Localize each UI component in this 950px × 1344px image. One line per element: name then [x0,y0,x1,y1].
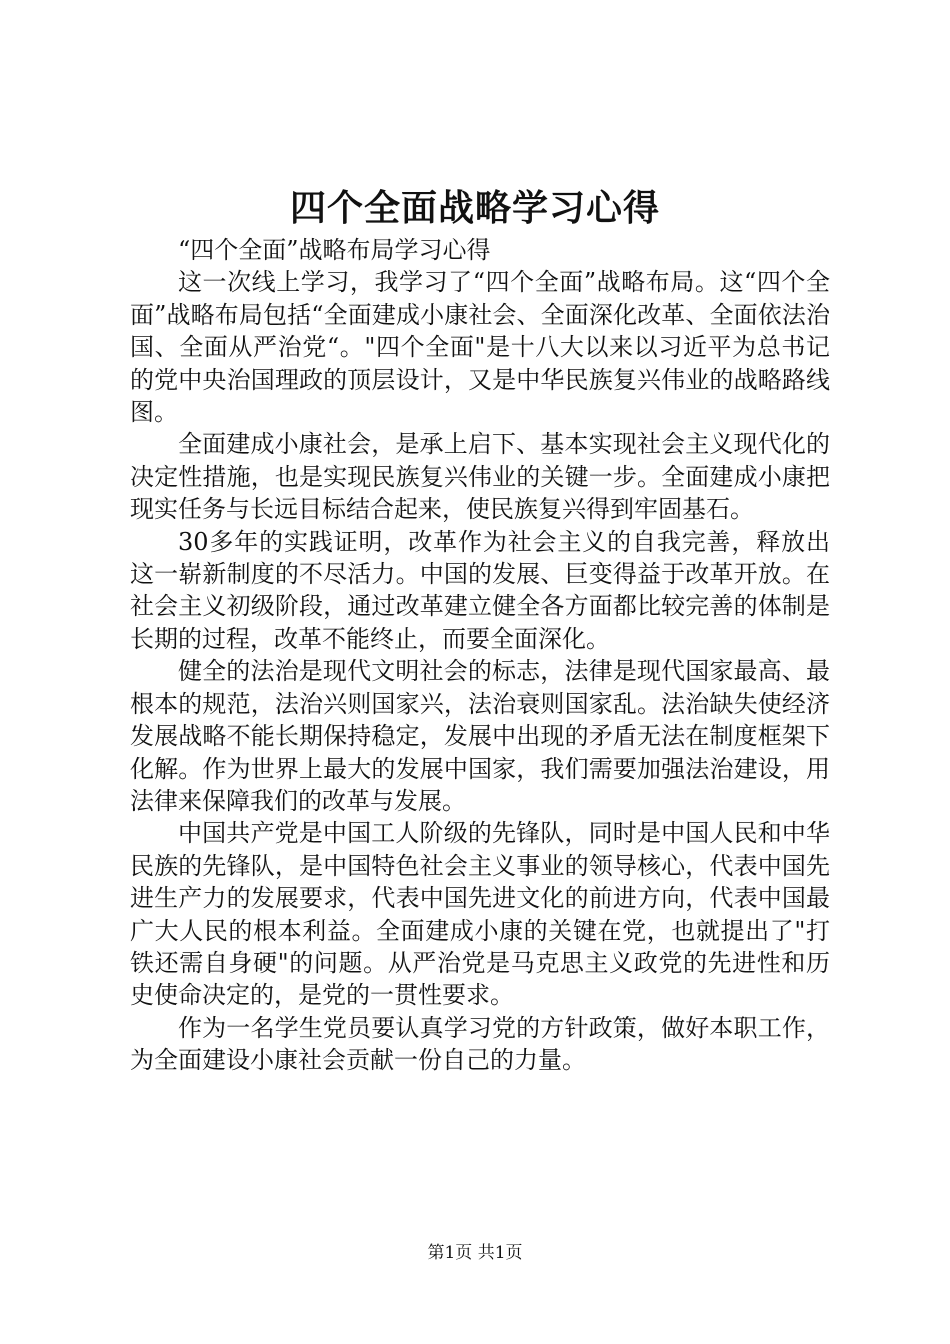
paragraph: 健全的法治是现代文明社会的标志，法律是现代国家最高、最根本的规范，法治兴则国家兴，法治衰则国家乱。法治缺失使经济发展战略不能长期保持稳定，发展中出现的矛盾无法在制度框架下化解。作为世界上最大的发展中国家，我们需要加强法治建设，用法律来保障我们的改革与发展。 [130,657,830,815]
page-footer: 第1页 共1页 [427,1243,523,1263]
document-body [130,234,830,1077]
paragraph: 中国共产党是中国工人阶级的先锋队，同时是中国人民和中华民族的先锋队，是中国特色社会主义事业的领导核心，代表中国先进生产力的发展要求，代表中国先进文化的前进方向，代表中国最广大人民的根本利益。全面建成小康的关键在党，也就提出了"打铁还需自身硬"的问题。从严治党是马克思主义政党的先进性和历史使命决定的，是党的一贯性要求。 [130,819,830,1010]
paragraph: 30多年的实践证明，改革作为社会主义的自我完善，释放出这一崭新制度的不尽活力。中国的发展、巨变得益于改革开放。在社会主义初级阶段，通过改革建立健全各方面都比较完善的体制是长期的过程，改革不能终止，而要全面深化。 [130,527,830,653]
document-subtitle: “四个全面”战略布局学习心得 [178,236,491,264]
paragraph: 这一次线上学习，我学习了“四个全面”战略布局。这“四个全面”战略布局包括“全面建成小康社会、全面深化改革、全面依法治国、全面从严治党“。"四个全面"是十八大以来以习近平为总书记的党中央治国理政的顶层设计，又是中华民族复兴伟业的战略路线图。 [130,268,830,427]
paragraph: 全面建成小康社会，是承上启下、基本实现社会主义现代化的决定性措施，也是实现民族复兴伟业的关键一步。全面建成小康把现实任务与长远目标结合起来，使民族复兴得到牢固基石。 [130,430,830,524]
document-title: 四个全面战略学习心得 [289,187,660,229]
paragraph: 作为一名学生党员要认真学习党的方针政策，做好本职工作，为全面建设小康社会贡献一份自己的力量。 [130,1013,830,1075]
